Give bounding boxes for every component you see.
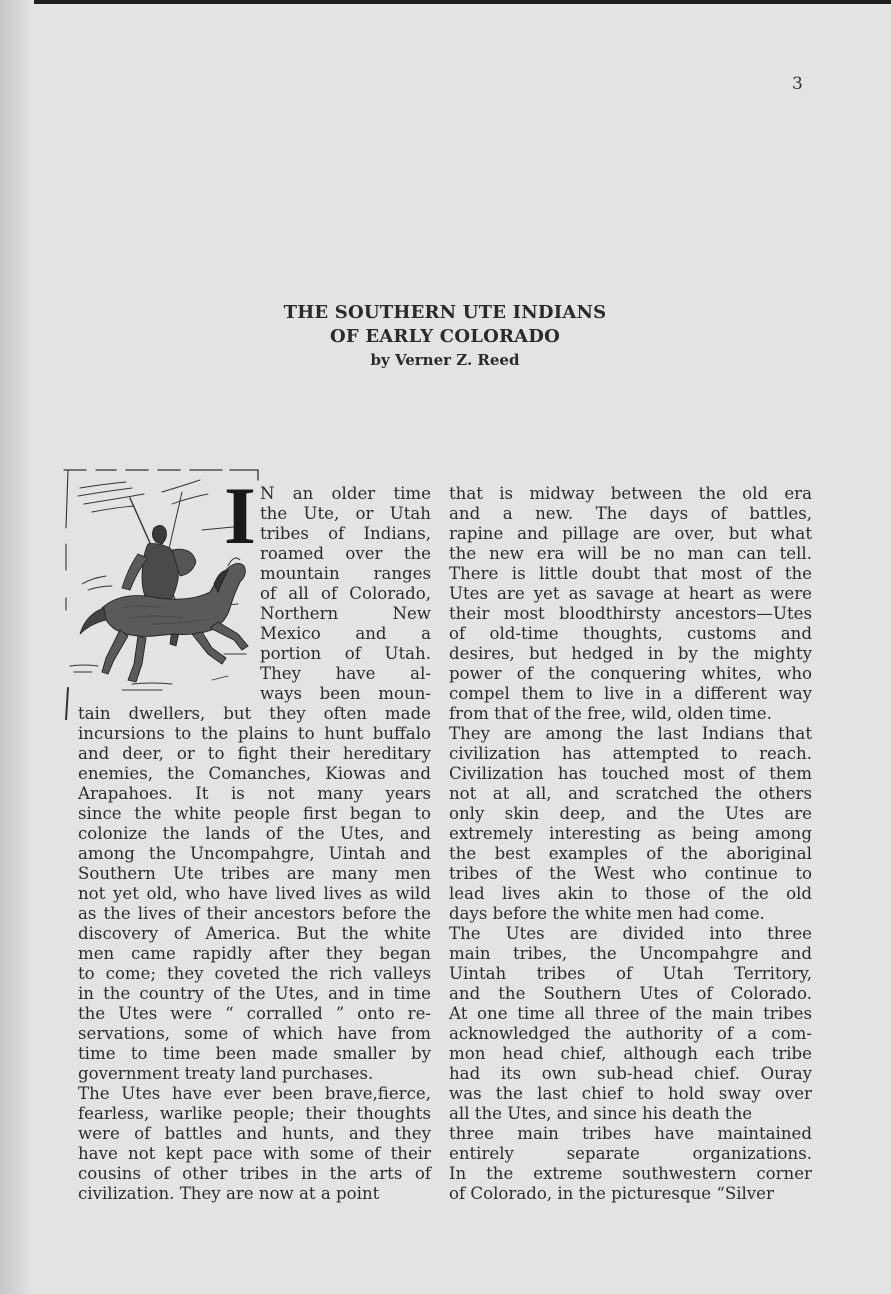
text-line: was the last chief to hold sway over xyxy=(449,1084,812,1103)
text-line: were of battles and hunts, and they xyxy=(78,1124,431,1143)
article-title-line-2: OF EARLY COLORADO xyxy=(330,326,560,347)
text-line: of Colorado, in the picturesque “Silver xyxy=(449,1184,774,1203)
text-line: the best examples of the aboriginal xyxy=(449,844,812,863)
text-line: of all of Colorado, xyxy=(260,584,431,603)
text-line: tain dwellers, but they often made xyxy=(78,704,431,723)
text-line: In the extreme southwestern corner xyxy=(449,1164,812,1183)
text-line: portion of Utah. xyxy=(260,644,431,663)
text-line: rapine and pillage are over, but what xyxy=(449,524,812,543)
text-line: fearless, warlike people; their thoughts xyxy=(78,1104,431,1123)
byline: by Verner Z. Reed xyxy=(370,351,520,369)
text-line: men came rapidly after they began xyxy=(78,944,431,963)
text-line: N an older time xyxy=(260,484,431,503)
text-line: of old-time thoughts, customs and xyxy=(449,624,812,643)
text-line: tribes of Indians, xyxy=(260,524,431,543)
text-line: government treaty land purchases. xyxy=(78,1064,374,1083)
text-line: three main tribes have maintained xyxy=(449,1124,812,1143)
text-line: to come; they coveted the rich valleys xyxy=(78,964,431,983)
text-line: among the Uncompahgre, Uintah and xyxy=(78,844,431,863)
text-line: servations, some of which have from xyxy=(78,1024,431,1043)
text-line: the new era will be no man can tell. xyxy=(449,544,812,563)
text-line: cousins of other tribes in the arts of xyxy=(78,1164,431,1183)
page-number: 3 xyxy=(792,74,803,94)
text-line: lead lives akin to those of the old xyxy=(449,884,812,903)
text-line: Utes are yet as savage at heart as were xyxy=(449,584,812,603)
text-line: and the Southern Utes of Colorado. xyxy=(449,984,812,1003)
text-line: Mexico and a xyxy=(260,624,431,643)
drop-cap: I xyxy=(224,470,256,561)
text-line: that is midway between the old era xyxy=(449,484,812,503)
text-line: main tribes, the Uncompahgre and xyxy=(449,944,812,963)
text-line: Northern New xyxy=(260,604,431,623)
text-line: mon head chief, although each tribe xyxy=(449,1044,812,1063)
text-line: incursions to the plains to hunt buffalo xyxy=(78,724,431,743)
page-top-edge xyxy=(0,0,891,4)
text-line: colonize the lands of the Utes, and xyxy=(78,824,431,843)
text-line: Arapahoes. It is not many years xyxy=(78,784,431,803)
page-gutter-shadow xyxy=(0,0,34,1294)
text-line: The Utes are divided into three xyxy=(449,924,812,943)
text-line: tribes of the West who continue to xyxy=(449,864,812,883)
text-line: desires, but hedged in by the mighty xyxy=(449,644,812,663)
text-line: compel them to live in a different way xyxy=(449,684,812,703)
text-line: since the white people first began to xyxy=(78,804,431,823)
text-line: days before the white men had come. xyxy=(449,904,765,923)
text-line: discovery of America. But the white xyxy=(78,924,431,943)
text-line: Uintah tribes of Utah Territory, xyxy=(449,964,812,983)
text-line: their most bloodthirsty ancestors—Utes xyxy=(449,604,812,623)
text-line: ways been moun- xyxy=(260,684,431,703)
text-line: civilization has attempted to reach. xyxy=(449,744,812,763)
text-line: from that of the free, wild, olden time. xyxy=(449,704,772,723)
text-line: acknowledged the authority of a com- xyxy=(449,1024,812,1043)
text-line: civilization. They are now at a point xyxy=(78,1184,380,1203)
text-line: had its own sub-head chief. Ouray xyxy=(449,1064,812,1083)
text-line: as the lives of their ancestors before the xyxy=(78,904,431,923)
text-line: entirely separate organizations. xyxy=(449,1144,812,1163)
text-line: in the country of the Utes, and in time xyxy=(78,984,431,1003)
text-line: They have al- xyxy=(260,664,431,683)
text-line: There is little doubt that most of the xyxy=(449,564,812,583)
text-line: enemies, the Comanches, Kiowas and xyxy=(78,764,431,783)
text-line: mountain ranges xyxy=(260,564,431,583)
text-line: have not kept pace with some of their xyxy=(78,1144,431,1163)
text-line: The Utes have ever been brave,fierce, xyxy=(78,1084,431,1103)
text-line: all the Utes, and since his death the xyxy=(449,1104,753,1123)
text-line: Civilization has touched most of them xyxy=(449,764,812,783)
text-line: Southern Ute tribes are many men xyxy=(78,864,431,883)
text-line: At one time all three of the main tribes xyxy=(449,1004,812,1023)
text-line: roamed over the xyxy=(260,544,431,563)
text-line: and deer, or to fight their hereditary xyxy=(78,744,431,763)
text-line: not at all, and scratched the others xyxy=(449,784,812,803)
text-line: They are among the last Indians that xyxy=(449,724,812,743)
text-line: the Utes were “ corralled ” onto re- xyxy=(78,1004,431,1023)
text-line: only skin deep, and the Utes are xyxy=(449,804,812,823)
text-line: not yet old, who have lived lives as wild xyxy=(78,884,431,903)
text-line: the Ute, or Utah xyxy=(260,504,431,523)
text-line: power of the conquering whites, who xyxy=(449,664,812,683)
text-line: and a new. The days of battles, xyxy=(449,504,812,523)
text-line: time to time been made smaller by xyxy=(78,1044,431,1063)
article-title-line-1: THE SOUTHERN UTE INDIANS xyxy=(283,302,607,323)
text-line: extremely interesting as being among xyxy=(449,824,812,843)
